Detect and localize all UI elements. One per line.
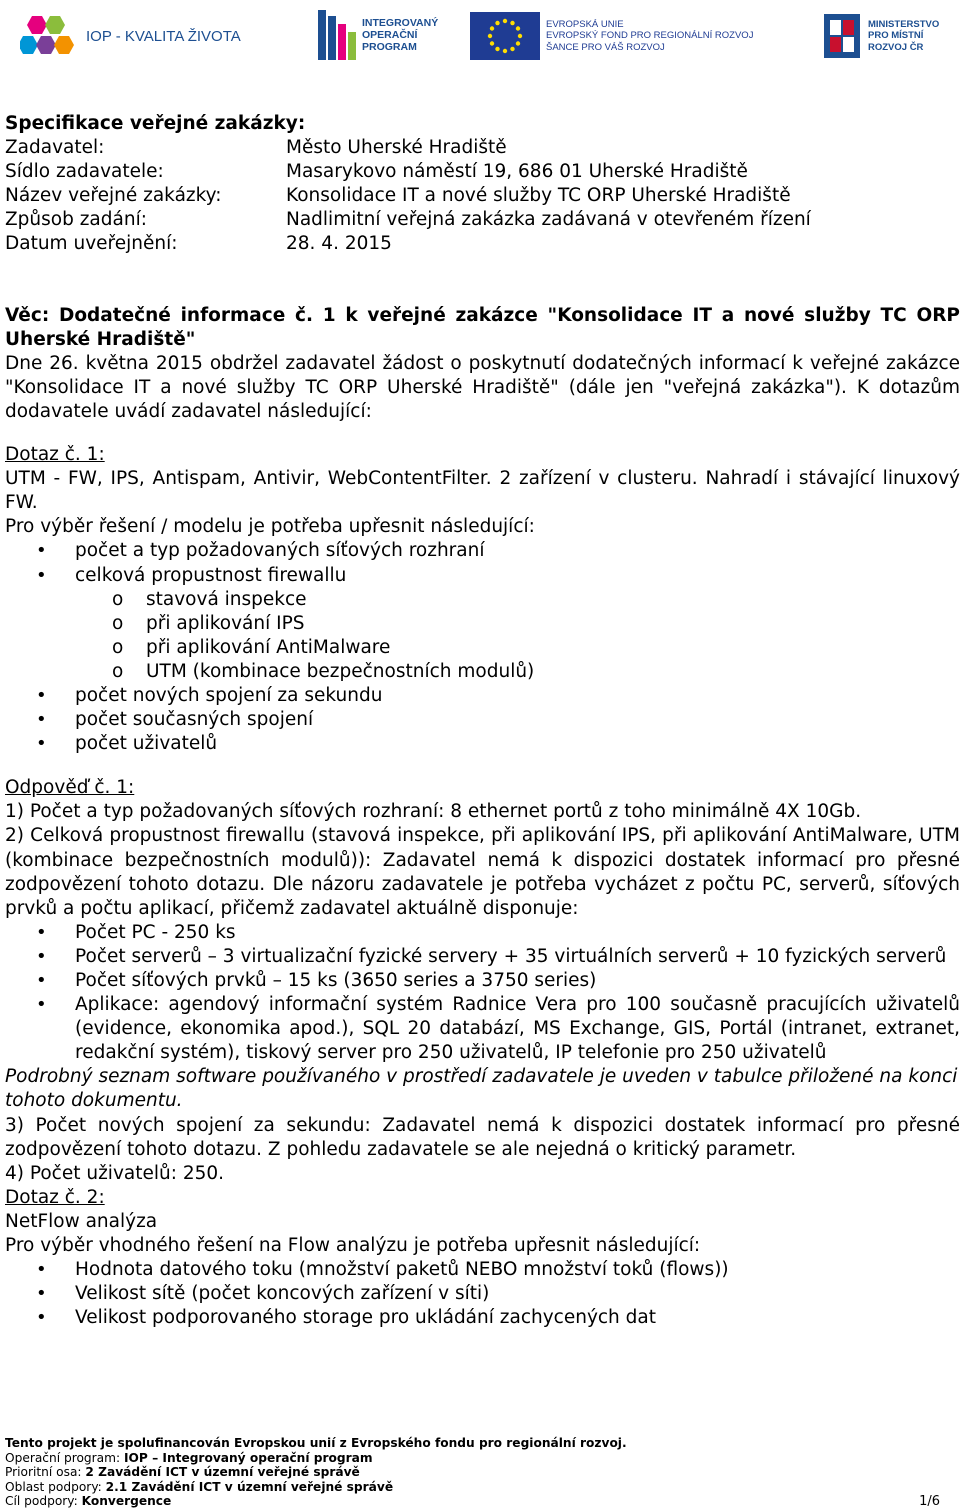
eu-star-icon <box>495 47 499 51</box>
program-line-2: OPERAČNÍ <box>362 29 418 41</box>
footer-value: Konvergence <box>81 1494 172 1509</box>
eu-star-icon <box>510 47 514 51</box>
footer-funding-note: Tento projekt je spolufinancován Evropskou unií z Evropského fondu pro regionální rozvoj. <box>5 1436 627 1450</box>
eu-star-icon <box>516 26 520 30</box>
footer-label: Prioritní osa: <box>5 1465 86 1480</box>
spec-key: Zadavatel: <box>5 137 105 159</box>
list-item: • Počet síťových prvků – 15 ks (3650 series a 3750 series) <box>5 969 960 993</box>
question-2-list <box>5 1258 960 1330</box>
list-item: • celková propustnost firewallu <box>5 564 960 588</box>
iop-hexagon-icon <box>20 14 76 58</box>
eu-line-3: ŠANCE PRO VÁŠ ROZVOJ <box>546 41 665 53</box>
eu-star-icon <box>495 21 499 25</box>
eu-star-icon <box>490 41 494 45</box>
eu-star-icon <box>518 34 522 38</box>
question-1-sublist <box>5 588 960 684</box>
list-item: • Velikost sítě (počet koncových zařízení v síti) <box>5 1282 960 1306</box>
footer-label: Operační program: <box>5 1450 124 1465</box>
iop-logo-text: IOP - KVALITA ŽIVOTA <box>86 27 241 45</box>
spec-row-zadavatel <box>5 136 960 160</box>
answer-1-point-2: 2) Celková propustnost firewallu (stavová inspekce, při aplikování IPS, při aplikování AntiMalware, UTM (kombinace bezpečnostních modulů)): Zadavatel nemá k dispozici dostatek informací pro přesné zodpovězení tohoto dotazu. Dle názoru zadavatele je potřeba vycházet z počtu PC, serverů, síťových prvků a počtu aplikací, přičemž zadavatel aktuálně disponuje: <box>5 825 960 919</box>
ministry-logo <box>824 14 939 58</box>
eu-star-icon <box>503 19 507 23</box>
footer-label: Oblast podpory: <box>5 1479 106 1494</box>
spec-row-datum <box>5 232 960 256</box>
answer-1-point-3: 3) Počet nových spojení za sekundu: Zadavatel nemá k dispozici dostatek informací pro přesné zodpovězení tohoto dotazu. Z pohledu zadavatele se ale nejedná o kritický parametr. <box>5 1114 960 1160</box>
question-2-title: NetFlow analýza <box>5 1210 158 1232</box>
question-1-intro: Pro výběr řešení / modelu je potřeba upřesnit následující: <box>5 516 535 538</box>
question-1-list-b <box>5 684 960 756</box>
list-item: • Aplikace: agendový informační systém Radnice Vera pro 100 současně pracujících uživatelů (evidence, ekonomika apod.), SQL 20 databází, MS Exchange, GIS, Portál (intranet, extranet, redakční systém), tiskový server pro 250 uživatelů, IP telefonie pro 250 uživatelů <box>5 993 960 1065</box>
list-item: • počet uživatelů <box>5 732 960 756</box>
sub-list-item: o při aplikování IPS <box>5 612 960 636</box>
list-item: • počet současných spojení <box>5 708 960 732</box>
ministry-line-1: MINISTERSTVO <box>868 18 940 30</box>
list-item: • počet nových spojení za sekundu <box>5 684 960 708</box>
sub-list-item: o stavová inspekce <box>5 588 960 612</box>
program-line-3: PROGRAM <box>362 41 417 53</box>
question-1-list-a <box>5 539 960 587</box>
iop-logo <box>20 14 241 58</box>
footer-value: 2 Zavádění ICT v územní veřejné správě <box>85 1465 360 1480</box>
list-item: • Velikost podporovaného storage pro ukládání zachycených dat <box>5 1306 960 1330</box>
answer-1-list <box>5 921 960 1066</box>
spec-row-zpusob <box>5 208 960 232</box>
program-flag-icon <box>318 10 356 60</box>
footer-row <box>5 1480 945 1495</box>
spec-key: Způsob zadání: <box>5 209 147 231</box>
eu-logo <box>470 12 753 60</box>
page-number: 1/6 <box>919 1494 940 1509</box>
question-1-heading: Dotaz č. 1: <box>5 444 105 466</box>
intro-paragraph: Dne 26. května 2015 obdržel zadavatel žádost o poskytnutí dodatečných informací k veřejné zakázce "Konsolidace IT a nové služby TC ORP Uherské Hradiště" (dále jen "veřejná zakázka"). K dotazům dodavatele uvádí zadavatel následující: <box>5 352 960 422</box>
spec-value: 28. 4. 2015 <box>286 233 392 255</box>
eu-star-icon <box>503 49 507 53</box>
eu-flag-icon <box>470 12 540 60</box>
eu-star-icon <box>488 34 492 38</box>
operacni-program-logo <box>318 10 438 60</box>
spec-row-sidlo <box>5 160 960 184</box>
sub-list-item: o při aplikování AntiMalware <box>5 636 960 660</box>
footer-value: 2.1 Zavádění ICT v územní veřejné správě <box>105 1479 394 1494</box>
ministry-line-3: ROZVOJ ČR <box>868 41 924 53</box>
question-1-text: UTM - FW, IPS, Antispam, Antivir, WebContentFilter. 2 zařízení v clusteru. Nahradí i stávající linuxový FW. <box>5 468 960 514</box>
list-item: • počet a typ požadovaných síťových rozhraní <box>5 539 960 563</box>
list-item: • Počet serverů – 3 virtualizační fyzické servery + 35 virtuálních serverů + 10 fyzických serverů <box>5 945 960 969</box>
spec-value: Město Uherské Hradiště <box>286 137 507 159</box>
footer-row <box>5 1494 945 1509</box>
sub-list-item: o UTM (kombinace bezpečnostních modulů) <box>5 660 960 684</box>
logo-bar <box>0 0 960 72</box>
answer-1-heading: Odpověď č. 1: <box>5 777 135 799</box>
page-footer <box>5 1436 945 1509</box>
ministry-line-2: PRO MÍSTNÍ <box>868 30 924 42</box>
footer-row <box>5 1465 945 1480</box>
eu-star-icon <box>490 26 494 30</box>
answer-1-point-4: 4) Počet uživatelů: 250. <box>5 1162 225 1184</box>
document-body <box>5 112 960 1330</box>
eu-star-icon <box>510 21 514 25</box>
question-2-heading: Dotaz č. 2: <box>5 1186 105 1208</box>
spec-key: Název veřejné zakázky: <box>5 185 222 207</box>
list-item: • Počet PC - 250 ks <box>5 921 960 945</box>
spec-row-nazev <box>5 184 960 208</box>
spec-value: Konsolidace IT a nové služby TC ORP Uherské Hradiště <box>286 185 791 207</box>
footer-value: IOP – Integrovaný operační program <box>124 1450 373 1465</box>
spec-value: Masarykovo náměstí 19, 686 01 Uherské Hradiště <box>286 161 748 183</box>
question-2-intro: Pro výběr vhodného řešení na Flow analýzu je potřeba upřesnit následující: <box>5 1235 701 1257</box>
list-item: • Hodnota datového toku (množství paketů NEBO množství toků (flows)) <box>5 1258 960 1282</box>
eu-star-icon <box>516 41 520 45</box>
answer-1-note: Podrobný seznam software používaného v prostředí zadavatele je uveden v tabulce přiložené na konci tohoto dokumentu. <box>5 1066 958 1112</box>
spec-value: Nadlimitní veřejná zakázka zadávaná v otevřeném řízení <box>286 209 811 231</box>
answer-1-point-1: 1) Počet a typ požadovaných síťových rozhraní: 8 ethernet portů z toho minimálně 4X 10Gb. <box>5 801 862 823</box>
ministry-emblem-icon <box>824 14 860 58</box>
footer-label: Cíl podpory: <box>5 1494 82 1509</box>
subject-line: Věc: Dodatečné informace č. 1 k veřejné zakázce "Konsolidace IT a nové služby TC ORP Uherské Hradiště" <box>5 304 960 350</box>
program-line-1: INTEGROVANÝ <box>362 17 439 29</box>
eu-line-2: EVROPSKÝ FOND PRO REGIONÁLNÍ ROZVOJ <box>546 30 754 42</box>
footer-row <box>5 1451 945 1466</box>
spec-key: Datum uveřejnění: <box>5 233 178 255</box>
spec-title: Specifikace veřejné zakázky: <box>5 113 306 134</box>
eu-line-1: EVROPSKÁ UNIE <box>546 18 624 30</box>
spec-key: Sídlo zadavatele: <box>5 161 164 183</box>
